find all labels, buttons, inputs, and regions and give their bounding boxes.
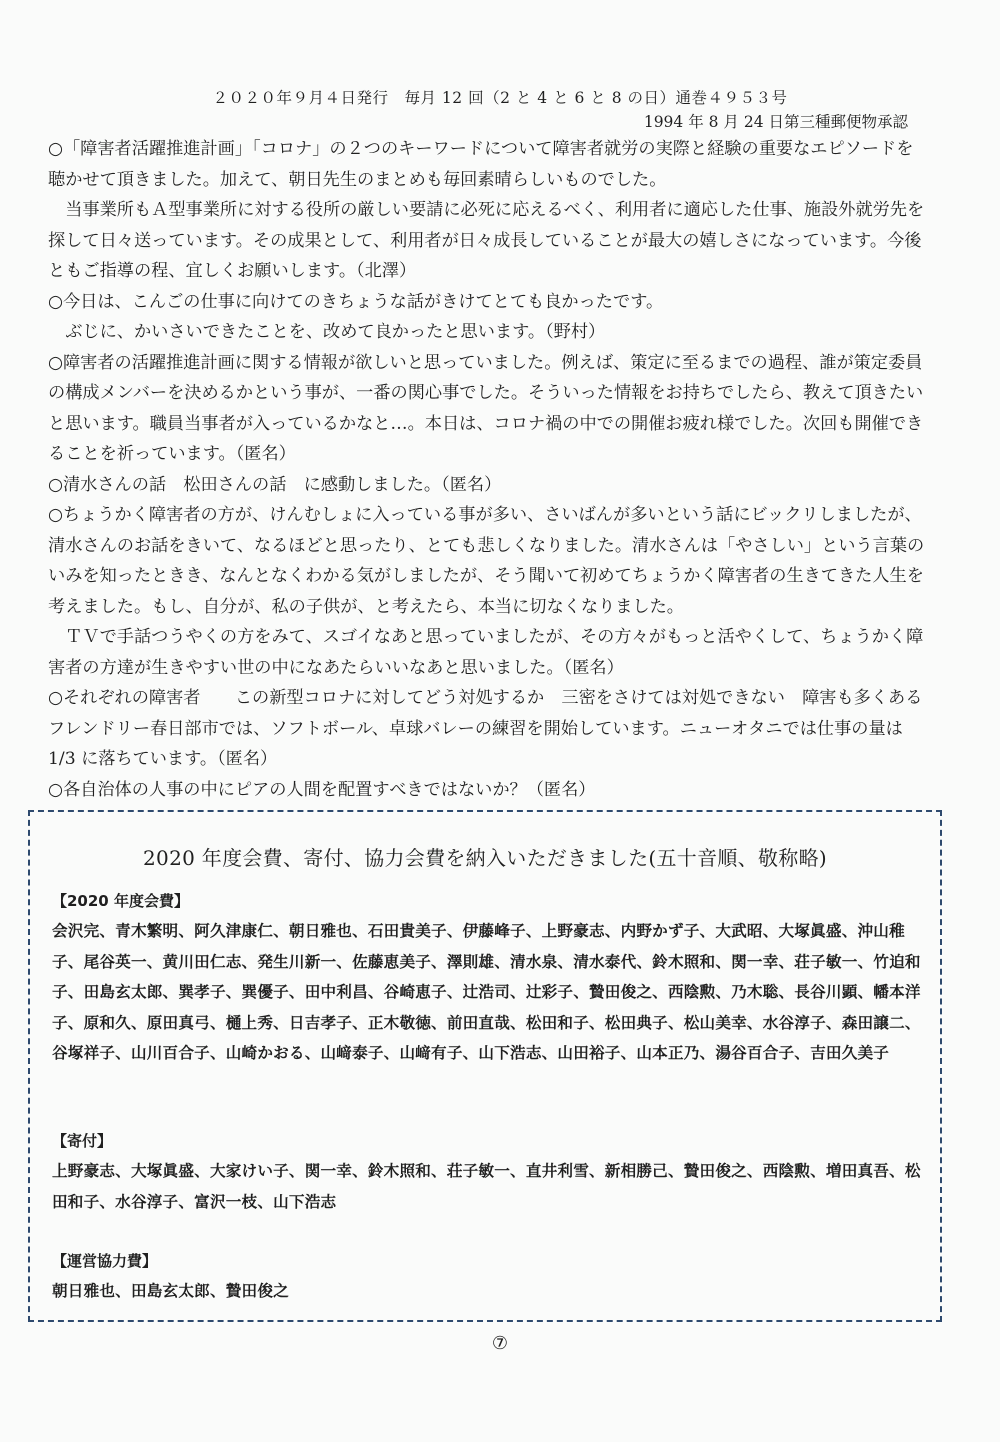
postal-approval: 1994 年 8 月 24 日第三種郵便物承認 [643,113,908,131]
comment: ＴＶで手話つうやくの方をみて、スゴイなあと思っていましたが、その方々がもっと活やくして、ちょうかく障害者の方達が生きやすい世の中になあたらいいなあと思いました。（匿名） [48,627,924,678]
comment: ○「障害者活躍推進計画」「コロナ」の２つのキーワードについて障害者就労の実際と経験の重要なエピソードを聴かせて頂きました。加えて、朝日先生のまとめも毎回素晴らしいものでした。 [48,139,914,190]
membership-fee-section [52,890,932,1069]
section-heading: 【寄付】 [52,1132,113,1150]
comment: ○それぞれの障害者 この新型コロナに対してどう対処するか 三密をさけては対処できない 障害も多くある フレンドリー春日部市では、ソフトボール、卓球バレーの練習を開始しています。ニューオタニでは仕事の量は 1/3 に落ちています。（匿名） [48,688,940,769]
issue-info: ２０２０年９月４日発行 毎月 12 回（2 と 4 と 6 と 8 の日）通巻４９５３号 [212,89,788,107]
comment: ○清水さんの話 松田さんの話 に感動しました。（匿名） [48,474,502,495]
comment: 当事業所もＡ型事業所に対する役所の厳しい要請に必死に応えるべく、利用者に適応した仕事、施設外就労先を探して日々送っています。その成果として、利用者が日々成長していることが最大の嬉しさになっています。今後ともご指導の程、宜しくお願いします。（北澤） [48,200,925,281]
donation-section [52,1130,932,1217]
donors-title: 2020 年度会費、寄付、協力会費を納入いただきました(五十音順、敬称略) [143,846,827,870]
comment: ○今日は、こんごの仕事に向けてのきちょうな話がきけてとても良かったです。 [48,291,664,312]
comment: ○障害者の活躍推進計画に関する情報が欲しいと思っていました。例えば、策定に至るまでの過程、誰が策定委員の構成メンバーを決めるかという事が、一番の関心事でした。そういった情報をお持ちでしたら、教えて頂きたいと思います。職員当事者が入っているかなと…。本日は、コロナ禍の中での開催お疲れ様でした。次回も開催できることを祈っています。（匿名） [48,352,924,464]
name-list: 会沢完、青木繁明、阿久津康仁、朝日雅也、石田貴美子、伊藤峰子、上野豪志、内野かず子、大武昭、大塚眞盛、沖山稚子、尾谷英一、黄川田仁志、発生川新一、佐藤恵美子、澤則雄、清水泉、清水泰代、鈴木照和、関一幸、荘子敏一、竹迫和子、田島玄太郎、巽孝子、巽優子、田中利昌、谷崎恵子、辻浩司、辻彩子、贄田俊之、西陰勲、乃木聡、長谷川顕、幡本洋子、原和久、原田真弓、樋上秀、日吉孝子、正木敬徳、前田直哉、松田和子、松田典子、松山美幸、水谷淳子、森田譲二、谷塚祥子、山川百合子、山崎かおる、山﨑泰子、山﨑有子、山下浩志、山田裕子、山本正乃、湯谷百合子、吉田久美子 [52,922,921,1063]
comment: ○各自治体の人事の中にピアの人間を配置すべきではないか？（匿名） [48,779,596,800]
donors-box [28,810,942,1322]
comments-section [48,134,940,805]
comment: ぶじに、かいさいできたことを、改めて良かったと思います。（野村） [65,322,606,342]
section-heading: 【運営協力費】 [52,1252,158,1270]
comment: ○ちょうかく障害者の方が、けんむしょに入っている事が多い、さいばんが多いという話にビックリしましたが、清水さんのお話をきいて、なるほどと思ったり、とても悲しくなりました。清水さんは「やさしい」という言葉のいみを知ったときき、なんとなくわかる気がしましたが、そう聞いて初めてちょうかく障害者の生きてきた人生を考えました。もし、自分が、私の子供が、と考えたら、本当に切なくなりました。 [48,505,925,617]
operation-support-section [52,1250,932,1307]
name-list: 朝日雅也、田島玄太郎、贄田俊之 [52,1282,289,1300]
name-list: 上野豪志、大塚眞盛、大家けい子、関一幸、鈴木照和、荘子敏一、直井利雪、新相勝己、贄田俊之、西陰勲、増田真吾、松田和子、水谷淳子、富沢一枝、山下浩志 [52,1162,921,1211]
page-number: ⑦ [491,1333,509,1354]
section-heading: 【2020 年度会費】 [52,892,189,910]
